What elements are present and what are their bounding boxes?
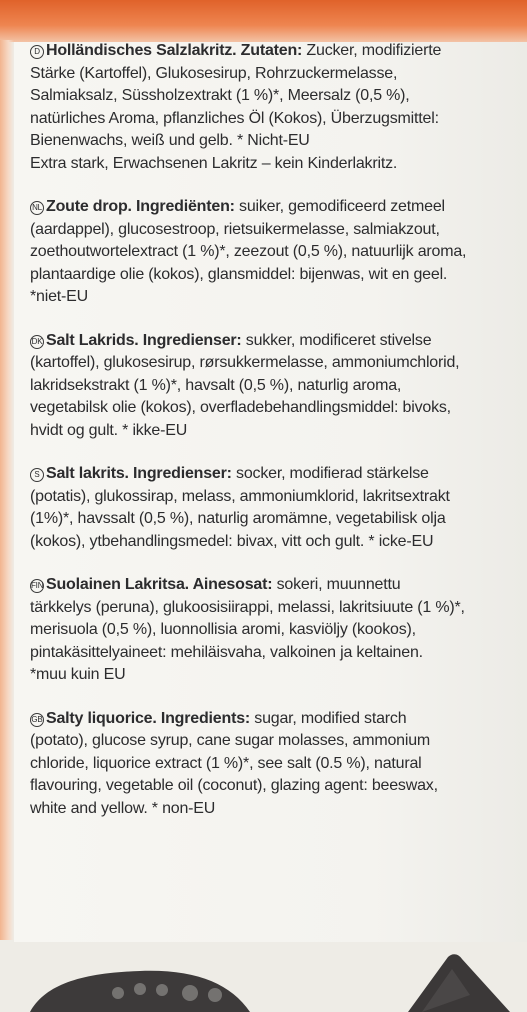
block-text: suiker, gemodificeerd zetmeel (234, 198, 445, 215)
block-line: pintakäsittelyaineet: mehiläisvaha, valkoinen ja keltainen. (30, 643, 423, 661)
block-line: Salmiaksalz, Süssholzextrakt (1 %)*, Meersalz (0,5 %), (30, 87, 410, 104)
block-text: sokeri, muunnettu (272, 576, 401, 593)
block-line: natürliches Aroma, pflanzliches Öl (Kokos), Überzugsmittel: (30, 109, 439, 127)
ingredients-block-de (30, 40, 527, 175)
block-title: Salt Lakrids. Ingredienser: (46, 331, 242, 349)
block-line: (potato), glucose syrup, cane sugar molasses, ammonium (30, 732, 431, 749)
block-line: hvidt og gult. * ikke-EU (30, 421, 188, 439)
block-line: (kokos), ytbehandlingsmedel: bivax, vitt och gult. * icke-EU (30, 532, 434, 550)
block-title: Suolainen Lakritsa. Ainesosat: (46, 576, 273, 593)
block-line: (1%)*, havssalt (0,5 %), naturlig aromämne, vegetabilisk olja (30, 510, 446, 527)
block-title: Salty liquorice. Ingredients: (46, 709, 251, 727)
ingredients-block-nl (30, 196, 527, 309)
block-line: *muu kuin EU (30, 666, 126, 683)
language-flag-icon: GB (30, 713, 44, 727)
block-line: tärkkelys (peruna), glukoosisiirappi, melassi, lakritsiuute (1 %)*, (30, 598, 465, 616)
block-line: white and yellow. * non-EU (30, 799, 216, 817)
block-line: *niet-EU (30, 288, 88, 305)
language-flag-icon: NL (30, 201, 44, 215)
block-line: (kartoffel), glukosesirup, rørsukkermelasse, ammoniumchlorid, (30, 354, 460, 371)
liquorice-candy-illustration (0, 945, 527, 1012)
block-line: (potatis), glukossirap, melass, ammoniumklorid, lakritsextrakt (30, 487, 450, 505)
block-line: merisuola (0,5 %), luonnollisia aromi, kasviöljy (kookos), (30, 621, 416, 638)
block-line: Bienenwachs, weiß und gelb. * Nicht-EU (30, 132, 310, 149)
block-text: socker, modifierad stärkelse (231, 465, 429, 482)
block-text: sukker, modificeret stivelse (241, 331, 432, 349)
package-side-edge (0, 40, 14, 940)
block-text: sugar, modified starch (250, 709, 407, 727)
language-flag-icon: FIN (30, 579, 44, 593)
block-title: Zoute drop. Ingrediënten: (46, 198, 235, 215)
block-line: Extra stark, Erwachsenen Lakritz – kein Kinderlakritz. (30, 154, 398, 172)
language-flag-icon: D (30, 45, 44, 59)
block-line: chloride, liquorice extract (1 %)*, see salt (0.5 %), natural (30, 754, 422, 772)
block-title: Salt lakrits. Ingredienser: (46, 465, 232, 482)
block-line: (aardappel), glucosestroop, rietsuikermelasse, salmiakzout, (30, 220, 440, 238)
package-top-band (0, 0, 527, 42)
ingredients-block-dk (30, 330, 527, 443)
ingredients-block-fi (30, 574, 527, 687)
block-line: Stärke (Kartoffel), Glukosesirup, Rohrzuckermelasse, (30, 64, 398, 82)
block-text: Zucker, modifizierte (302, 42, 442, 59)
ingredients-block-gb (30, 708, 527, 821)
language-flag-icon: DK (30, 335, 44, 349)
ingredients-list (30, 40, 527, 841)
block-line: vegetabilsk olie (kokos), overfladebehandlingsmiddel: bivoks, (30, 399, 451, 416)
block-line: plantaardige olie (kokos), glansmiddel: bijenwas, wit en geel. (30, 265, 448, 283)
block-line: flavouring, vegetable oil (coconut), glazing agent: beeswax, (30, 777, 438, 794)
ingredients-block-se (30, 463, 527, 553)
block-title: Holländisches Salzlakritz. Zutaten: (46, 42, 303, 59)
language-flag-icon: S (30, 468, 44, 482)
block-line: lakridsekstrakt (1 %)*, havsalt (0,5 %), naturlig aroma, (30, 376, 402, 394)
block-line: zoethoutwortelextract (1 %)*, zeezout (0,5 %), natuurlijk aroma, (30, 243, 467, 260)
